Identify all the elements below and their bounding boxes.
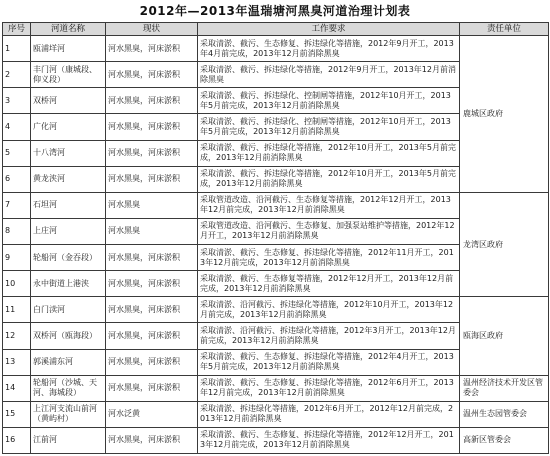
- river-status: 河水黑臭，河床淤积: [106, 140, 198, 166]
- responsible-unit: 龙湾区政府: [460, 192, 549, 297]
- river-status: 河水黑臭，河床淤积: [106, 36, 198, 62]
- row-index: 13: [3, 349, 31, 375]
- river-status: 河水黑臭，河床淤积: [106, 88, 198, 114]
- responsible-unit: 瓯海区政府: [460, 297, 549, 375]
- row-index: 1: [3, 36, 31, 62]
- responsible-unit: 高新区管委会: [460, 427, 549, 453]
- river-name: 上庄河: [31, 218, 106, 244]
- table-row: [3, 427, 549, 453]
- river-name: 双桥河（瓯海段）: [31, 323, 106, 349]
- river-status: 河水黑臭，河床淤积: [106, 245, 198, 271]
- river-name: 石坦河: [31, 192, 106, 218]
- river-name: 十八湾河: [31, 140, 106, 166]
- river-status: 河水黑臭，河床淤积: [106, 375, 198, 401]
- river-status: 河水黑臭，河床淤积: [106, 114, 198, 140]
- page-title: 2012年—2013年温瑞塘河黑臭河道治理计划表: [139, 4, 411, 18]
- row-index: 16: [3, 427, 31, 453]
- river-status: 河水黑臭，河床淤积: [106, 271, 198, 297]
- row-index: 4: [3, 114, 31, 140]
- work-requirement: 采取清淤、沿河截污、拆违绿化等措施，2012年3月开工，2013年12月前完成，2013年12月前消除黑臭: [198, 323, 460, 349]
- river-status: 河水泛黄: [106, 401, 198, 427]
- row-index: 6: [3, 166, 31, 192]
- header-requirement: 工作要求: [198, 23, 460, 36]
- table-body: [3, 36, 549, 454]
- work-requirement: 采取清淤、截污、拆违绿化等措施，2012年9月开工，2013年12月前消除黑臭: [198, 62, 460, 88]
- work-requirement: 采取清淤、截污、拆违绿化、控制闸等措施，2012年10月开工，2013年5月前完成，2013年12月前消除黑臭: [198, 88, 460, 114]
- river-name: 上江河支流山前河（黄屿村）: [31, 401, 106, 427]
- work-requirement: 采取清淤、截污、拆违绿化等措施，2012年10月开工，2013年5月前完成，2013年12月前消除黑臭: [198, 166, 460, 192]
- river-status: 河水黑臭，河床淤积: [106, 297, 198, 323]
- plan-table: [2, 22, 549, 454]
- row-index: 11: [3, 297, 31, 323]
- work-requirement: 采取清淤、截污、生态修复、拆违绿化等措施，2012年12月开工，2013年12月前完成，2013年12月前消除黑臭: [198, 427, 460, 453]
- river-name: 轮船河（金吞段）: [31, 245, 106, 271]
- work-requirement: 采取管道改造、沿河截污、生态修复等措施，2012年12月开工，2013年12月前完成，2013年12月前消除黑臭: [198, 192, 460, 218]
- river-name: 郭溪浦东河: [31, 349, 106, 375]
- table-row: [3, 36, 549, 62]
- row-index: 12: [3, 323, 31, 349]
- river-status: 河水黑臭，河床淤积: [106, 323, 198, 349]
- work-requirement: 采取管道改造、沿河截污、生态修复、加强泵站维护等措施，2012年12月开工，2013年12月前消除黑臭: [198, 218, 460, 244]
- river-status: 河水黑臭，河床淤积: [106, 166, 198, 192]
- river-status: 河水黑臭，河床淤积: [106, 62, 198, 88]
- river-name: 瓯浦垟河: [31, 36, 106, 62]
- river-status: 河水黑臭，河床淤积: [106, 349, 198, 375]
- work-requirement: 采取清淤、截污、拆违绿化、控制闸等措施，2012年10月开工，2013年5月前完成，2013年12月前消除黑臭: [198, 114, 460, 140]
- table-row: [3, 401, 549, 427]
- work-requirement: 采取清淤、截污、生态修复、拆违绿化等措施，2012年11月开工，2013年12月前完成，2013年12月前消除黑臭: [198, 245, 460, 271]
- responsible-unit: 温州经济技术开发区管委会: [460, 375, 549, 401]
- river-name: 双桥河: [31, 88, 106, 114]
- work-requirement: 采取清淤、拆违绿化等措施，2012年6月开工，2012年12月前完成，2013年12月前消除黑臭: [198, 401, 460, 427]
- river-name: 轮船河（沙城、天河、海城段）: [31, 375, 106, 401]
- river-status: 河水黑臭: [106, 192, 198, 218]
- work-requirement: 采取清淤、截污、生态修复、拆违绿化等措施，2012年4月开工，2013年5月前完成，2013年12月前消除黑臭: [198, 349, 460, 375]
- row-index: 2: [3, 62, 31, 88]
- table-header-row: [3, 23, 549, 36]
- responsible-unit: 温州生态园管委会: [460, 401, 549, 427]
- work-requirement: 采取清淤、截污、拆违绿化等措施，2012年10月开工，2013年5月前完成，2013年12月前消除黑臭: [198, 140, 460, 166]
- river-name: 丰门河（康城段、仰义段）: [31, 62, 106, 88]
- header-unit: 责任单位: [460, 23, 549, 36]
- work-requirement: 采取清淤、沿河截污、拆违绿化等措施，2012年10月开工，2013年12月前完成，2013年12月前消除黑臭: [198, 297, 460, 323]
- table-row: [3, 192, 549, 218]
- river-name: 江前河: [31, 427, 106, 453]
- work-requirement: 采取清淤、截污、生态修复、拆违绿化等措施，2012年9月开工，2013年4月前完成，2013年12月前消除黑臭: [198, 36, 460, 62]
- row-index: 7: [3, 192, 31, 218]
- responsible-unit: 鹿城区政府: [460, 36, 549, 193]
- header-idx: 序号: [3, 23, 31, 36]
- river-status: 河水黑臭，河床淤积: [106, 427, 198, 453]
- row-index: 14: [3, 375, 31, 401]
- table-row: [3, 297, 549, 323]
- river-name: 永中街道上港浃: [31, 271, 106, 297]
- river-name: 广化河: [31, 114, 106, 140]
- row-index: 10: [3, 271, 31, 297]
- work-requirement: 采取清淤、截污、生态修复、拆违绿化等措施，2012年6月开工，2013年12月前完成，2013年12月前消除黑臭: [198, 375, 460, 401]
- river-name: 黄龙浃河: [31, 166, 106, 192]
- river-status: 河水黑臭: [106, 218, 198, 244]
- row-index: 8: [3, 218, 31, 244]
- row-index: 15: [3, 401, 31, 427]
- row-index: 3: [3, 88, 31, 114]
- row-index: 9: [3, 245, 31, 271]
- header-status: 现状: [106, 23, 198, 36]
- work-requirement: 采取清淤、截污、生态修复等措施，2012年12月开工，2013年12月前完成，2013年12月前消除黑臭: [198, 271, 460, 297]
- river-name: 白门渎河: [31, 297, 106, 323]
- row-index: 5: [3, 140, 31, 166]
- header-name: 河道名称: [31, 23, 106, 36]
- table-row: [3, 375, 549, 401]
